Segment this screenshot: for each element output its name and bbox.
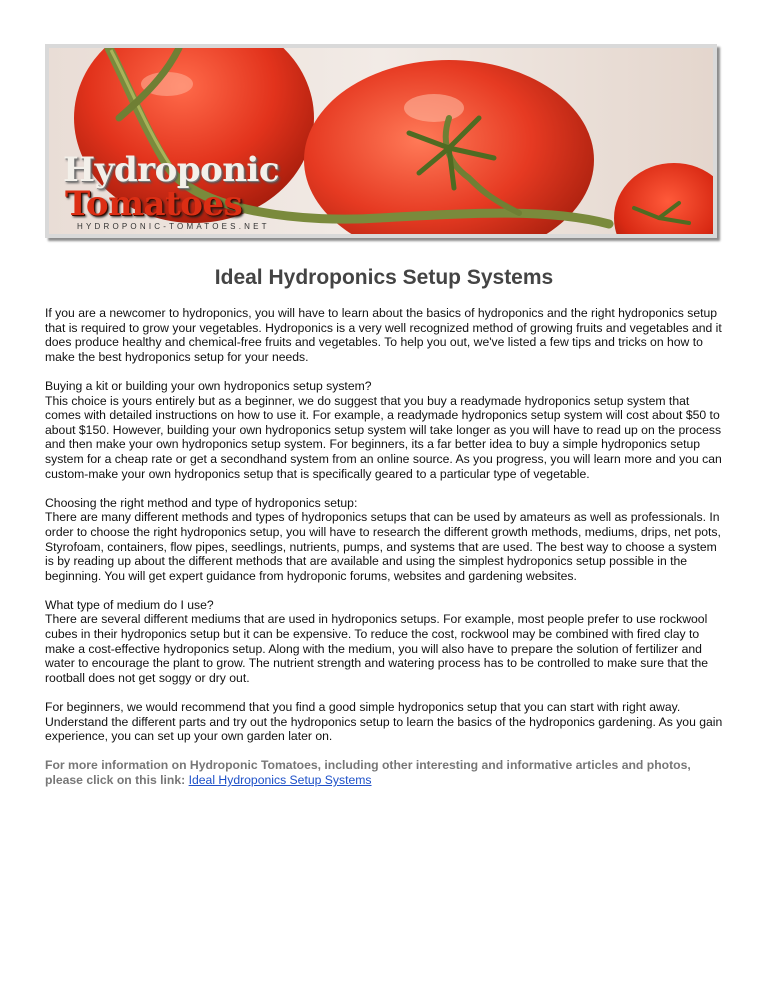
section-medium-body: There are several different mediums that are used in hydroponics setups. For example, most people prefer to use rockwool cubes in their hydroponics setup but it can be expensive. To reduce the cost, rockwool may be combined with fired clay to make a cost-effective hydroponics setup. Along with the medium, you will also have to prepare the solution of fertilizer and water to encourage the plant to grow. The nutrient strength and watering process has to be controlled to make sure that the rootball does not get soggy or dry out. [45,612,709,685]
section-medium [45,598,723,686]
article-link[interactable]: Ideal Hydroponics Setup Systems [188,773,372,787]
intro-paragraph [45,306,723,364]
section-method-body: There are many different methods and types of hydroponics setups that can be used by amateurs as well as professionals. In order to choose the right hydroponics setup, you will have to research the different growth methods, mediums, drips, net pots, Styrofoam, containers, flow pipes, seedlings, nutrients, pumps, and systems that are used. The best way to choose a system is by reading up about the different methods that are available and using the simplest hydroponics setup possible in the beginning. You will get expert guidance from hydroponic forums, websites and gardening websites. [45,510,721,583]
section-method-heading: Choosing the right method and type of hydroponics setup: [45,495,358,510]
section-kit-body: This choice is yours entirely but as a beginner, we do suggest that you buy a readymade hydroponics setup system that comes with detailed instructions on how to use it. For example, a readymade hydroponics setup system will cost about $50 to about $150. However, building your own hydroponics setup system will take longer as you will have to read up on the process and then make your own hydroponics setup system. For beginners, its a far better idea to buy a simple hydroponics setup system for a cheap rate or get a secondhand system from an online source. As you progress, you will learn more and you can custom-make your own hydroponics setup that is specifically geared to a particular type of vegetable. [45,393,722,481]
more-info-note [45,758,723,787]
brand-line-2: Tomatoes [65,184,243,224]
more-info-text: For more information on Hydroponic Tomatoes, including other interesting and informative articles and photos, please click on this link: [45,758,691,787]
section-beginners-body: For beginners, we would recommend that you find a good simple hydroponics setup that you can start with right away. Understand the different parts and try out the hydroponics setup to learn the basics of the hydroponics gardening. As you gain experience, you can set up your own garden later on. [45,700,723,744]
section-medium-heading: What type of medium do I use? [45,597,214,612]
section-beginners [45,700,723,744]
brand-line-1: Hydroponic [63,150,280,190]
section-kit-heading: Buying a kit or building your own hydroponics setup system? [45,378,372,393]
page-title: Ideal Hydroponics Setup Systems [214,266,554,289]
section-method [45,496,723,584]
brand-url: HYDROPONIC-TOMATOES.NET [77,222,270,231]
section-kit [45,379,723,481]
intro-text: If you are a newcomer to hydroponics, you will have to learn about the basics of hydroponics and the right hydroponics setup that is required to grow your vegetables. Hydroponics is a very well recognized method of growing fruits and vegetables and it does produce healthy and chemical-free fruits and vegetables. To help you out, we've listed a few tips and tricks on how to make the best hydroponics setup for your needs. [45,306,722,364]
brand-logo [63,152,279,231]
header-banner [45,44,717,238]
article-body [45,306,723,802]
